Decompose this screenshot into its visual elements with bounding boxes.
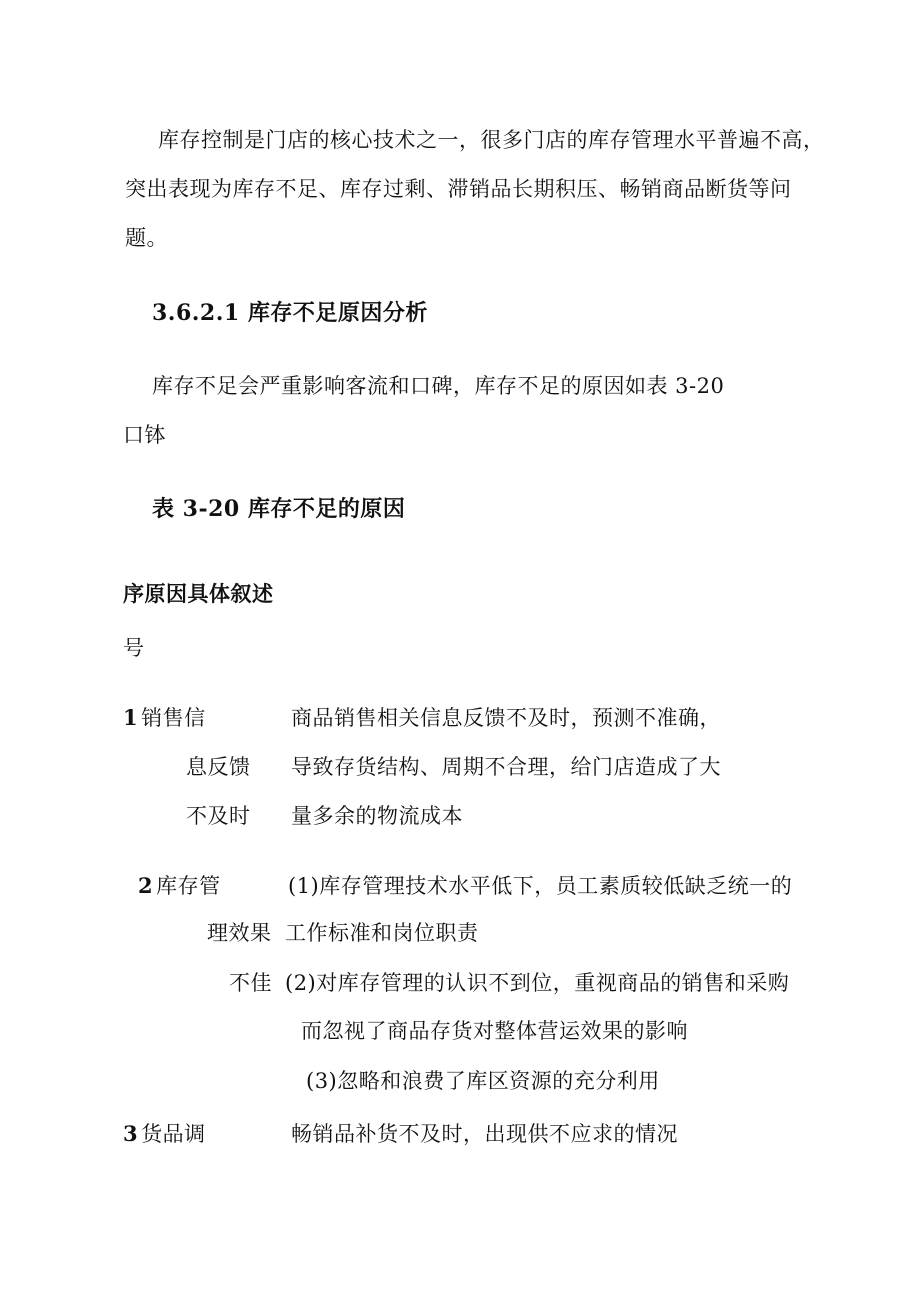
table-row-3-cause-line-1: 3 货品调 bbox=[123, 1121, 206, 1146]
table-row-2-cause-line-1: 2 库存管 bbox=[138, 873, 221, 898]
table-row-1-number: 1 bbox=[123, 705, 139, 730]
table-row-2-cause-line-3: 不佳 bbox=[229, 971, 272, 995]
table-row-3-number: 3 bbox=[123, 1121, 139, 1146]
table-row-2-description-line-1: (1)库存管理技术水平低下，员工素质较低缺乏统一的 bbox=[288, 874, 793, 898]
table-row-2-description-line-4: 而忽视了商品存货对整体营运效果的影响 bbox=[301, 1019, 688, 1043]
table-row-2-cause-line-2: 理效果 bbox=[207, 921, 272, 945]
section-heading: 3.6.2.1 库存不足原因分析 bbox=[152, 300, 428, 326]
section-paragraph-line-2: 口钵 bbox=[123, 423, 166, 447]
section-paragraph-line-1: 库存不足会严重影响客流和口碑，库存不足的原因如表 3-20 bbox=[152, 374, 725, 398]
intro-line-3: 题。 bbox=[125, 226, 168, 250]
table-row-2-description-line-5: (3)忽略和浪费了库区资源的充分利用 bbox=[306, 1069, 660, 1093]
table-row-1-cause-line-2: 息反馈 bbox=[186, 755, 251, 779]
table-header-line-1: 序原因具体叙述 bbox=[123, 581, 274, 606]
table-row-2-description-line-3: (2)对库存管理的认识不到位，重视商品的销售和采购 bbox=[285, 971, 790, 995]
table-caption: 表 3-20 库存不足的原因 bbox=[152, 496, 406, 522]
table-row-1-description-line-2: 导致存货结构、周期不合理，给门店造成了大 bbox=[291, 755, 721, 779]
table-row-1-description-line-3: 量多余的物流成本 bbox=[291, 804, 463, 828]
table-header-line-2: 号 bbox=[123, 636, 145, 660]
table-row-3-description-line-1: 畅销品补货不及时，出现供不应求的情况 bbox=[291, 1122, 678, 1146]
table-row-1-cause-line-1: 1 销售信 bbox=[123, 705, 206, 730]
table-row-1-description-line-1: 商品销售相关信息反馈不及时，预测不准确， bbox=[291, 706, 721, 730]
table-row-2-description-line-2: 工作标准和岗位职责 bbox=[285, 921, 479, 945]
intro-line-1: 库存控制是门店的核心技术之一，很多门店的库存管理水平普遍不高， bbox=[158, 128, 825, 152]
table-row-1-cause-line-3: 不及时 bbox=[186, 804, 251, 828]
table-row-2-number: 2 bbox=[138, 873, 154, 898]
intro-line-2: 突出表现为库存不足、库存过剩、滞销品长期积压、畅销商品断货等问 bbox=[125, 177, 792, 201]
